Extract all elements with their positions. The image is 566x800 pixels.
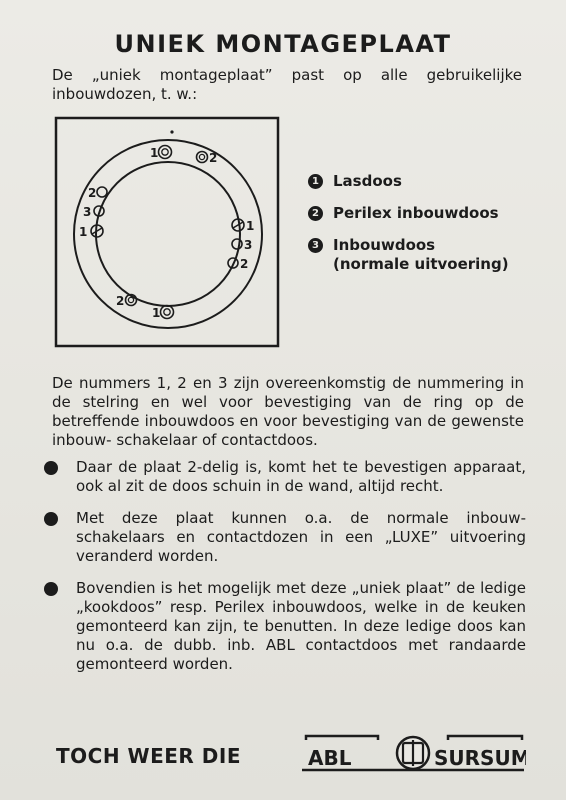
intro-text: De „uniek montageplaat” past op alle gebruikelijke inbouwdozen, t. w.: <box>52 66 522 103</box>
bullet-item <box>44 458 526 496</box>
bullet-text: Met deze plaat kunnen o.a. de normale inbouw- schakelaars en contactdozen in een „LUXE” uitvoering veranderd worden. <box>76 509 526 565</box>
hole-top-1 <box>159 146 172 159</box>
label-bottom-1: 1 <box>152 306 161 320</box>
plate-outline <box>56 118 278 346</box>
legend-text: Lasdoos <box>333 172 402 190</box>
legend-number: 3 <box>308 238 323 253</box>
abl-sursum-logo <box>300 734 526 774</box>
legend-text: Perilex inbouwdoos <box>333 204 499 222</box>
label-left-1: 1 <box>79 225 88 239</box>
label-top-2: 2 <box>209 151 218 165</box>
bullet-dot-icon <box>44 512 58 526</box>
logo-svg <box>300 734 526 774</box>
bullet-dot-icon <box>44 582 58 596</box>
label-top-1: 1 <box>150 146 159 160</box>
legend-text: Inbouwdoos (normale uitvoering) <box>333 236 509 273</box>
legend-number: 2 <box>308 206 323 221</box>
numbering-explanation: De nummers 1, 2 en 3 zijn overeenkomstig de nummering in de stelring en wel voor bevestiging van de ring op de betreffende inbouwdoos en voor bevestiging van de gewenste inbouw- schakelaar of contactdoos. <box>52 374 524 449</box>
hole-top-2 <box>197 152 208 163</box>
logo-text-left: ABL <box>308 746 352 770</box>
legend-item <box>308 236 548 274</box>
page-title: UNIEK MONTAGEPLAAT <box>114 30 452 58</box>
bullet-text: Bovendien is het mogelijk met deze „uniek plaat” de ledige „kookdoos” resp. Perilex inbouwdoos, welke in de keuken gemonteerd kan zijn, te benutten. In deze ledige doos kan nu o.a. de dubb. inb. ABL contactdoos met randaarde gemonteerd worden. <box>76 579 526 673</box>
legend-item <box>308 172 548 191</box>
label-left-2: 2 <box>88 186 97 200</box>
hole-left-2 <box>97 187 107 197</box>
label-right-2: 2 <box>240 257 249 271</box>
label-right-1: 1 <box>246 219 255 233</box>
bullet-dot-icon <box>44 461 58 475</box>
hole-right-3 <box>232 239 242 249</box>
legend-list <box>308 172 548 287</box>
label-bottom-2: 2 <box>116 294 125 308</box>
legend-item <box>308 204 548 223</box>
mounting-plate-svg <box>54 114 282 350</box>
bullet-text: Daar de plaat 2-delig is, komt het te bevestigen apparaat, ook al zit de doos schuin in de wand, altijd recht. <box>76 458 526 495</box>
legend-number: 1 <box>308 174 323 189</box>
bullet-list <box>44 458 526 687</box>
mounting-plate-diagram <box>54 114 282 350</box>
label-right-3: 3 <box>244 238 253 252</box>
bullet-item <box>44 509 526 566</box>
bullet-item <box>44 579 526 674</box>
hole-bottom-1 <box>161 306 174 319</box>
footer-slogan: TOCH WEER DIE <box>56 744 241 768</box>
logo-text-right: SURSUM <box>434 746 526 770</box>
plate-mark <box>170 130 173 133</box>
label-left-3: 3 <box>83 205 92 219</box>
ring-inner <box>96 162 240 306</box>
